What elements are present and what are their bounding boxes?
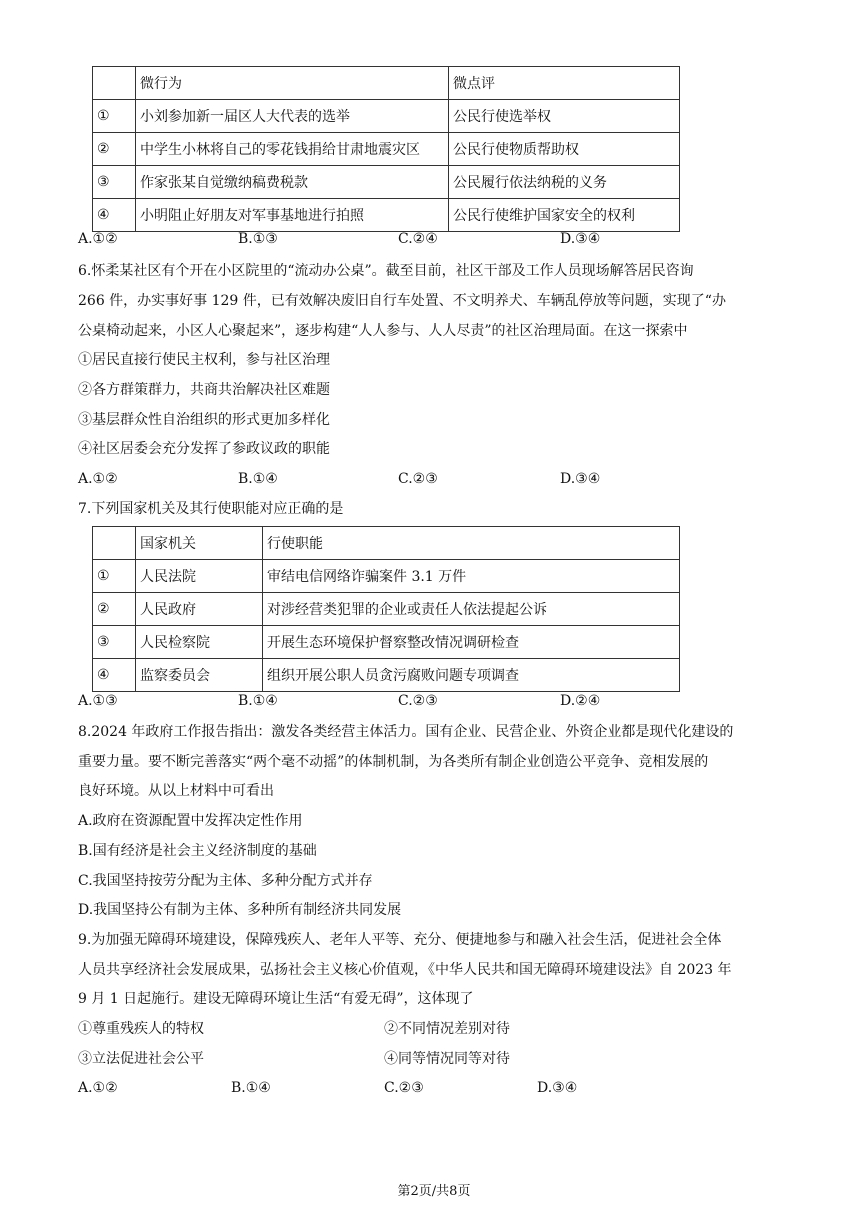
table-row: [93, 593, 680, 626]
q7-table: [92, 526, 680, 692]
option-d[interactable]: D.②④: [560, 693, 601, 709]
table-cell: 人民政府: [136, 593, 263, 626]
table-cell: 公民行使物质帮助权: [449, 133, 680, 166]
option-c[interactable]: C.②③: [398, 471, 438, 487]
q6-options: [78, 469, 778, 489]
q6-item: ③基层群众性自治组织的形式更加多样化: [78, 412, 330, 428]
q7-options: [78, 691, 778, 711]
option-b[interactable]: B.①④: [238, 693, 278, 709]
table-cell: ②: [93, 133, 136, 166]
table-row: [93, 659, 680, 692]
table-cell: [93, 527, 136, 560]
table-row: [93, 133, 680, 166]
q6-stem-line: 266 件，办实事好事 129 件，已有效解决废旧自行车处置、不文明养犬、车辆乱停放等问题，实现了“办: [78, 293, 726, 309]
table-cell: 人民法院: [136, 560, 263, 593]
table-cell: ④: [93, 659, 136, 692]
option-a[interactable]: A.①②: [78, 231, 118, 247]
q5-options: [78, 229, 778, 249]
table-cell: 中学生小林将自己的零花钱捐给甘肃地震灾区: [136, 133, 449, 166]
option-b[interactable]: B.①③: [238, 231, 278, 247]
table-cell: ③: [93, 626, 136, 659]
option-c[interactable]: C.②④: [398, 231, 438, 247]
option-c[interactable]: C.②③: [398, 693, 438, 709]
table-cell: 微行为: [136, 67, 449, 100]
q9-item: ③立法促进社会公平: [78, 1051, 204, 1067]
table-cell: ③: [93, 166, 136, 199]
table-cell: 微点评: [449, 67, 680, 100]
option-b[interactable]: B.国有经济是社会主义经济制度的基础: [78, 843, 317, 859]
q7-stem: 7.下列国家机关及其行使职能对应正确的是: [78, 501, 344, 517]
table-cell: 人民检察院: [136, 626, 263, 659]
q6-item: ④社区居委会充分发挥了参政议政的职能: [78, 441, 330, 457]
option-a[interactable]: A.政府在资源配置中发挥决定性作用: [78, 813, 303, 829]
table-cell: 小刘参加新一届区人大代表的选举: [136, 100, 449, 133]
table-header-row: [93, 67, 680, 100]
option-a[interactable]: A.①②: [78, 471, 118, 487]
table-row: [93, 560, 680, 593]
table-cell: 公民行使选举权: [449, 100, 680, 133]
q9-item: ①尊重残疾人的特权: [78, 1021, 204, 1037]
q9-stem-line: 人员共享经济社会发展成果，弘扬社会主义核心价值观，《中华人民共和国无障碍环境建设法》自 2023 年: [78, 962, 732, 978]
q9-stem-line: 9.为加强无障碍环境建设，保障残疾人、老年人平等、充分、便捷地参与和融入社会生活，促进社会全体: [78, 932, 722, 948]
q9-items-row: [78, 1049, 778, 1069]
table-cell: 对涉经营类犯罪的企业或责任人依法提起公诉: [263, 593, 680, 626]
option-a[interactable]: A.①③: [78, 693, 118, 709]
table-cell: ①: [93, 100, 136, 133]
table-cell: 组织开展公职人员贪污腐败问题专项调查: [263, 659, 680, 692]
q8-stem-line: 重要力量。要不断完善落实“两个毫不动摇”的体制机制，为各类所有制企业创造公平竞争、竞相发展的: [78, 754, 709, 770]
q9-options: [78, 1078, 778, 1098]
table-header-row: [93, 527, 680, 560]
table-cell: 作家张某自觉缴纳稿费税款: [136, 166, 449, 199]
option-c[interactable]: C.我国坚持按劳分配为主体、多种分配方式并存: [78, 873, 373, 889]
q6-stem-line: 公桌椅动起来，小区人心聚起来”，逐步构建“人人参与、人人尽责”的社区治理局面。在这一探索中: [78, 323, 688, 339]
table-cell: ①: [93, 560, 136, 593]
table-row: [93, 626, 680, 659]
q8-stem-line: 8.2024 年政府工作报告指出：激发各类经营主体活力。国有企业、民营企业、外资企业都是现代化建设的: [78, 724, 734, 740]
q6-stem-line: 6.怀柔某社区有个开在小区院里的“流动办公桌”。截至目前，社区干部及工作人员现场解答居民咨询: [78, 263, 694, 279]
table-cell: 监察委员会: [136, 659, 263, 692]
option-d[interactable]: D.我国坚持公有制为主体、多种所有制经济共同发展: [78, 902, 402, 918]
option-c[interactable]: C.②③: [384, 1080, 424, 1096]
table-cell: [93, 67, 136, 100]
table-cell: 审结电信网络诈骗案件 3.1 万件: [263, 560, 680, 593]
option-b[interactable]: B.①④: [231, 1080, 271, 1096]
page-number: 第2页/共8页: [397, 1184, 471, 1199]
table-row: [93, 100, 680, 133]
table-cell: 行使职能: [263, 527, 680, 560]
q9-item: ②不同情况差别对待: [384, 1021, 510, 1037]
q9-stem-line: 9 月 1 日起施行。建设无障碍环境让生活“有爱无碍”，这体现了: [78, 991, 474, 1007]
option-d[interactable]: D.③④: [560, 471, 601, 487]
q8-stem-line: 良好环境。从以上材料中可看出: [78, 783, 274, 799]
q6-item: ②各方群策群力，共商共治解决社区难题: [78, 382, 330, 398]
option-d[interactable]: D.③④: [537, 1080, 578, 1096]
table-cell: 公民行使维护国家安全的权利: [449, 199, 680, 232]
table-cell: ②: [93, 593, 136, 626]
q9-items-row: [78, 1019, 778, 1039]
table-cell: 国家机关: [136, 527, 263, 560]
q9-item: ④同等情况同等对待: [384, 1051, 510, 1067]
option-b[interactable]: B.①④: [238, 471, 278, 487]
q5-table: [92, 66, 680, 232]
table-cell: 开展生态环境保护督察整改情况调研检查: [263, 626, 680, 659]
option-d[interactable]: D.③④: [560, 231, 601, 247]
table-row: [93, 199, 680, 232]
q6-item: ①居民直接行使民主权利，参与社区治理: [78, 352, 330, 368]
table-cell: ④: [93, 199, 136, 232]
table-row: [93, 166, 680, 199]
option-a[interactable]: A.①②: [78, 1080, 118, 1096]
table-cell: 公民履行依法纳税的义务: [449, 166, 680, 199]
table-cell: 小明阻止好朋友对军事基地进行拍照: [136, 199, 449, 232]
